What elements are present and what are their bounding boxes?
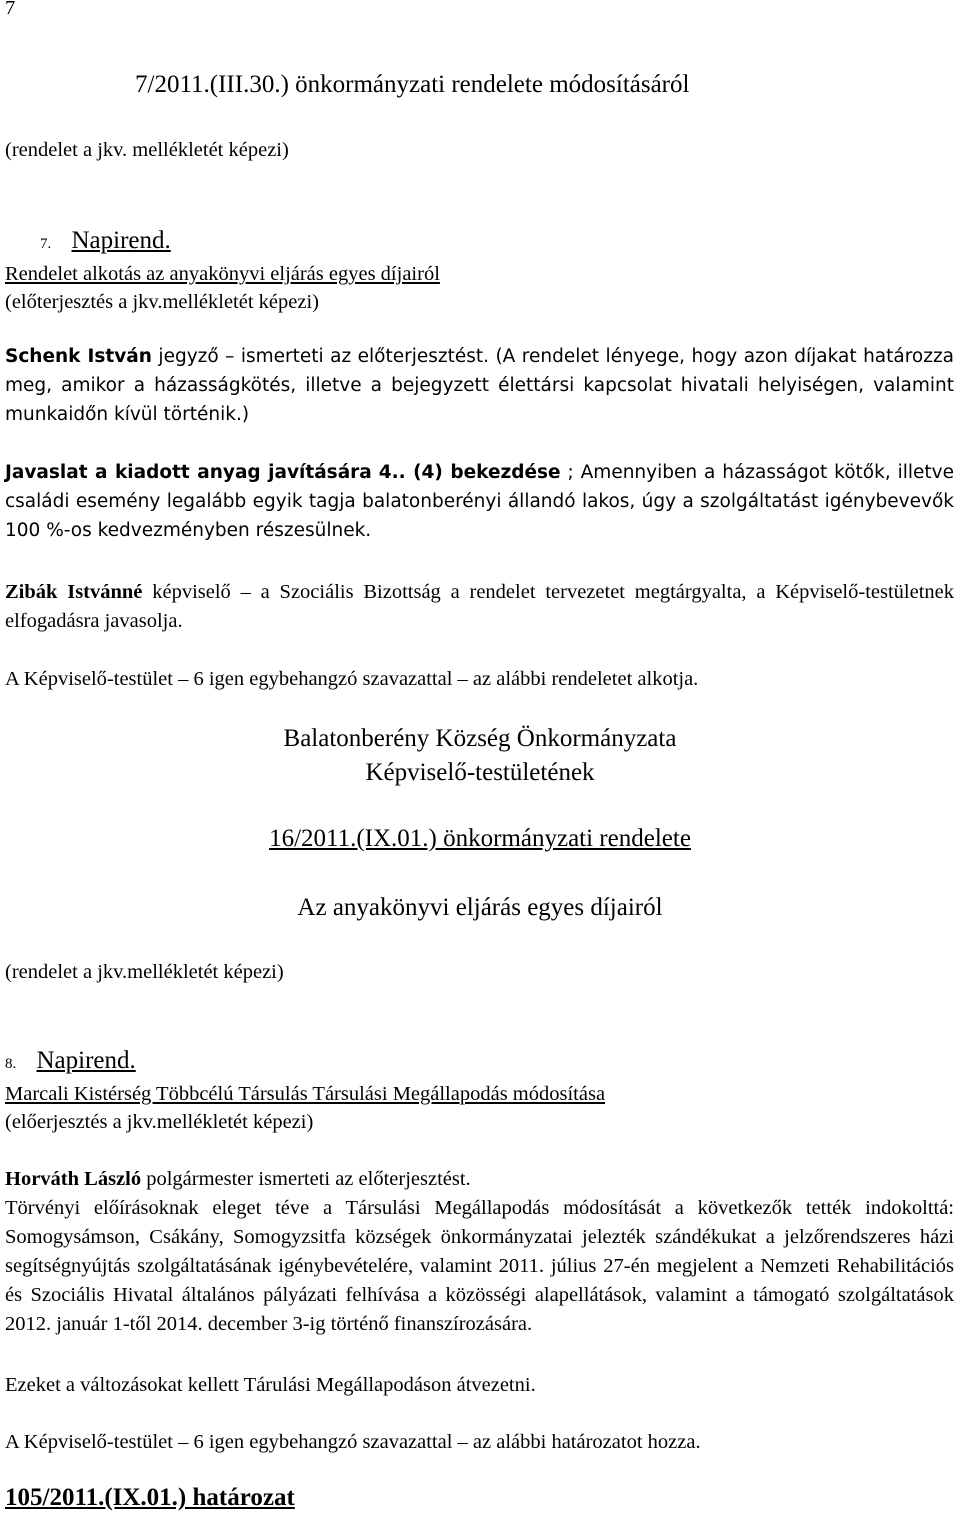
- agenda-item-8-note: (előerjesztés a jkv.mellékletét képezi): [5, 1111, 314, 1133]
- committee-opinion: [5, 578, 954, 636]
- previous-decree-title: 7/2011.(III.30.) önkormányzati rendelete módosításáról: [135, 71, 690, 98]
- presenter-name-8: Horváth László: [5, 1168, 142, 1190]
- decree-issuer-line-1: Balatonberény Község Önkormányzata: [283, 725, 677, 752]
- proposal-label: Javaslat a kiadott anyag javítására: [5, 462, 372, 483]
- agenda-item-7-note: (előterjesztés a jkv.mellékletét képezi): [5, 291, 319, 313]
- decree-subject: Az anyakönyvi eljárás egyes díjairól: [297, 894, 663, 921]
- previous-decree-note: (rendelet a jkv. mellékletét képezi): [5, 139, 289, 161]
- decree-note: (rendelet a jkv.mellékletét képezi): [5, 961, 284, 983]
- resolution-number: 105/2011.(IX.01.) határozat: [5, 1484, 295, 1511]
- page-number: 7: [5, 0, 16, 19]
- agenda-item-8-body: Törvényi előírásoknak eleget téve a Társulási Megállapodás módosítását a következők tették indokolttá: Somogysámson, Csákány, Somogyzsitfa községek önkormányzatai jelezték szándékukat a jelzőrendszeres házi segítségnyújtás szolgáltatásának igénybevételére, valamint 2011. július 27-én megjelent a Nemzeti Rehabilitációs és Szociális Hivatal általános pályázati felhívása a közösségi alapellátások, valamint a támogató szolgáltatások 2012. január 1-től 2014. december 3-ig történő finanszírozására.: [5, 1197, 954, 1335]
- presenter-text: jegyző – ismerteti az előterjesztést. (A rendelet lényege, hogy azon díjakat határozza meg, amikor a házasságkötés, illetve a bejegyzett élettársi kapcsolat hivatali helyiségen, valamint munkaidőn kívül történik.): [5, 346, 955, 425]
- committee-member-name: Zibák Istvánné: [5, 581, 143, 603]
- agenda-item-8-number: 8.: [5, 1056, 17, 1072]
- agenda-item-8-vote: A Képviselő-testület – 6 igen egybehangzó szavazattal – az alábbi határozatot hozza.: [5, 1431, 701, 1453]
- agenda-item-7-vote: A Képviselő-testület – 6 igen egybehangzó szavazattal – az alábbi rendeletet alkotja.: [5, 668, 699, 690]
- agenda-item-8-presentation: [5, 1165, 471, 1194]
- agenda-item-8-title: Marcali Kistérség Többcélú Társulás Társulási Megállapodás módosítása: [5, 1083, 606, 1105]
- agenda-item-8-label: Napirend.: [36, 1047, 136, 1074]
- agenda-item-7-label: Napirend.: [71, 227, 171, 254]
- agenda-item-7-proposal: [5, 458, 954, 545]
- committee-text: képviselő – a Szociális Bizottság a rendelet tervezetet megtárgyalta, a Képviselő-testületnek elfogadásra javasolja.: [5, 581, 955, 632]
- presenter-text-8: polgármester ismerteti az előterjesztést.: [141, 1168, 471, 1190]
- proposal-text: ; Amennyiben a házasságot kötők, illetve családi esemény legalább egyik tagja balatonberényi állandó lakos, úgy a szolgáltatást igénybevevők 100 %-os kedvezményben részesülnek.: [5, 462, 955, 541]
- agenda-item-7-presentation: [5, 342, 954, 429]
- agenda-item-7-heading: [40, 226, 171, 259]
- proposal-ref: 4.: [378, 462, 399, 483]
- agenda-item-7-title: Rendelet alkotás az anyakönyvi eljárás egyes díjairól: [5, 263, 440, 285]
- agenda-item-8-heading: [5, 1046, 136, 1079]
- agenda-item-7-number: 7.: [40, 236, 52, 252]
- proposal-ref-paragraph: . (4) bekezdése: [398, 462, 561, 483]
- decree-number: 16/2011.(IX.01.) önkormányzati rendelete: [269, 825, 691, 852]
- agenda-item-8-body-2: Ezeket a változásokat kellett Tárulási Megállapodáson átvezetni.: [5, 1374, 536, 1396]
- decree-issuer-line-2: Képviselő-testületének: [365, 759, 595, 786]
- presenter-name: Schenk István: [5, 346, 152, 367]
